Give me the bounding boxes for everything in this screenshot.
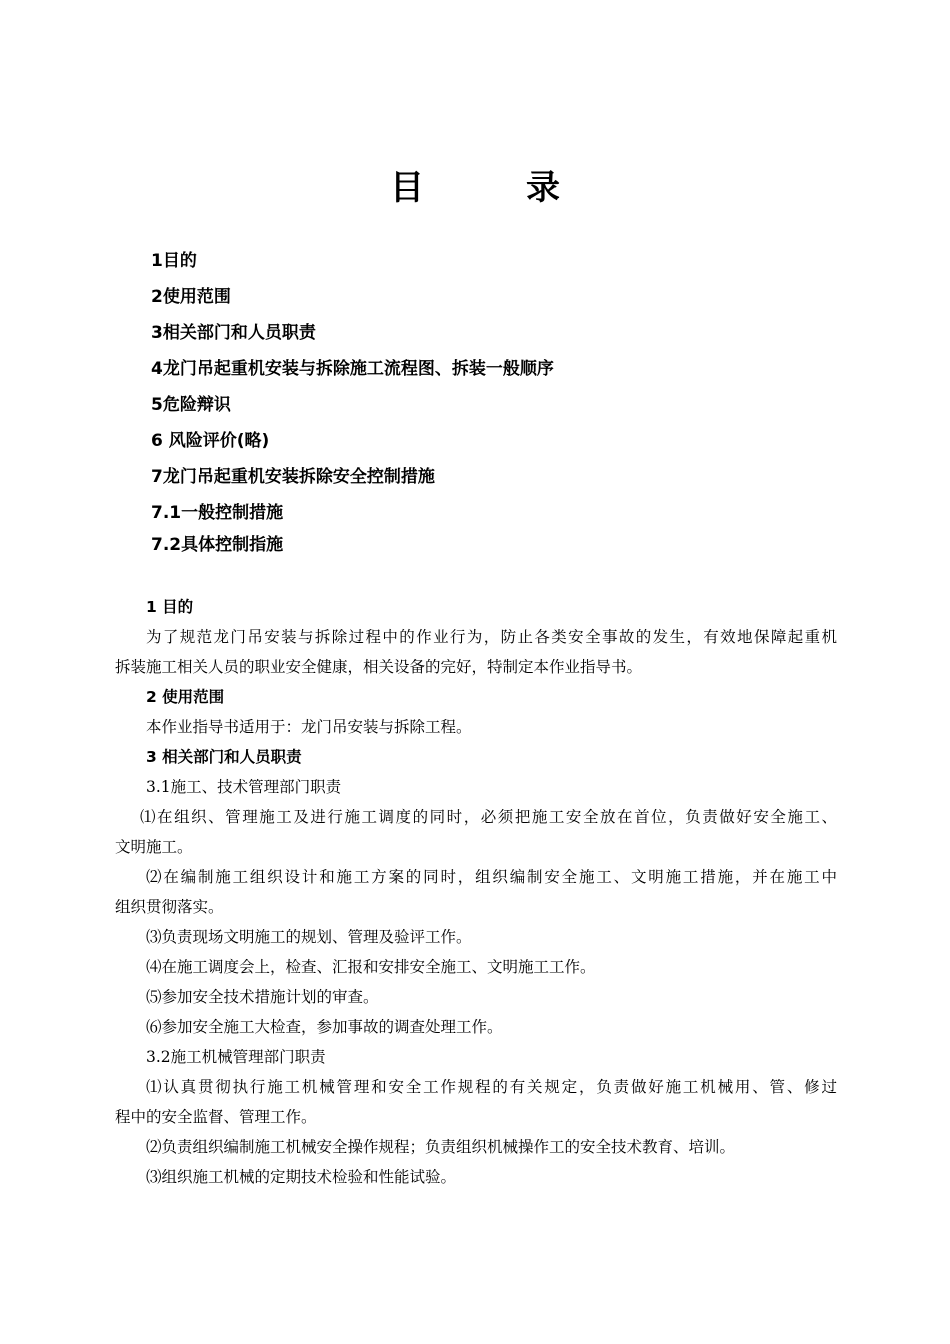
list-item-line: ⑴认真贯彻执行施工机械管理和安全工作规程的有关规定，负责做好施工机械用、管、修过 xyxy=(146,1078,837,1096)
table-of-contents xyxy=(151,248,554,568)
list-item-line: 程中的安全监督、管理工作。 xyxy=(115,1108,317,1126)
toc-item[interactable]: 7.2具体控制指施 xyxy=(151,535,284,555)
toc-item[interactable]: 5危险辩识 xyxy=(151,395,231,415)
list-item: ⑸参加安全技术措施计划的审查。 xyxy=(146,988,379,1006)
toc-item[interactable]: 2使用范围 xyxy=(151,287,231,307)
section-heading: 3 相关部门和人员职责 xyxy=(146,748,302,766)
toc-item[interactable]: 7.1一般控制措施 xyxy=(151,503,284,523)
page-title: 目 录 xyxy=(390,168,594,208)
toc-item[interactable]: 4龙门吊起重机安装与拆除施工流程图、拆装一般顺序 xyxy=(151,359,554,379)
toc-item[interactable]: 6 风险评价(略) xyxy=(151,431,270,451)
section-heading: 1 目的 xyxy=(146,598,194,616)
list-item-line: ⑴在组织、管理施工及进行施工调度的同时，必须把施工安全放在首位，负责做好安全施工、 xyxy=(140,808,837,826)
document-body xyxy=(115,592,837,1192)
list-item: ⑶负责现场文明施工的规划、管理及验评工作。 xyxy=(146,928,472,946)
toc-item[interactable]: 7龙门吊起重机安装拆除安全控制措施 xyxy=(151,467,435,487)
list-item-line: ⑵在编制施工组织设计和施工方案的同时，组织编制安全施工、文明施工措施，并在施工中 xyxy=(146,868,837,886)
paragraph-line: 为了规范龙门吊安装与拆除过程中的作业行为，防止各类安全事故的发生，有效地保障起重机 xyxy=(146,628,837,646)
list-item-line: 组织贯彻落实。 xyxy=(115,898,224,916)
paragraph-line: 拆装施工相关人员的职业安全健康，相关设备的完好，特制定本作业指导书。 xyxy=(115,658,643,676)
list-item: ⑷在施工调度会上，检查、汇报和安排安全施工、文明施工工作。 xyxy=(146,958,596,976)
list-item: ⑵负责组织编制施工机械安全操作规程；负责组织机械操作工的安全技术教育、培训。 xyxy=(146,1138,736,1156)
list-item: ⑶组织施工机械的定期技术检验和性能试验。 xyxy=(146,1168,457,1186)
subsection-heading: 3.2施工机械管理部门职责 xyxy=(146,1048,326,1066)
toc-item[interactable]: 3相关部门和人员职责 xyxy=(151,323,316,343)
subsection-heading: 3.1施工、技术管理部门职责 xyxy=(146,778,342,796)
toc-item[interactable]: 1目的 xyxy=(151,251,197,271)
paragraph-line: 本作业指导书适用于：龙门吊安装与拆除工程。 xyxy=(146,718,472,736)
list-item: ⑹参加安全施工大检查，参加事故的调查处理工作。 xyxy=(146,1018,503,1036)
section-heading: 2 使用范围 xyxy=(146,688,225,706)
list-item-line: 文明施工。 xyxy=(115,838,193,856)
